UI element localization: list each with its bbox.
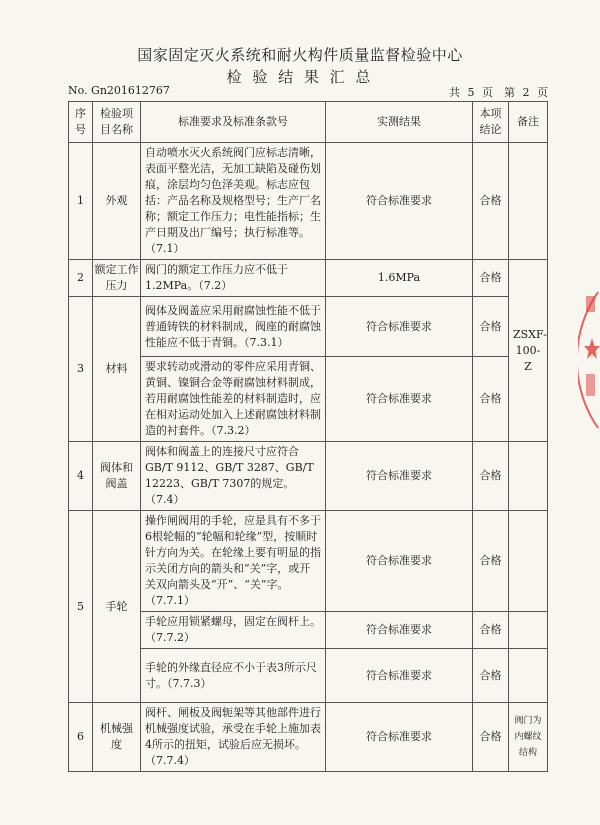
cell-result: 符合标准要求 [326,357,473,442]
cell-conclusion: 合格 [473,703,509,772]
doc-title: 检 验 结 果 汇 总 [226,68,374,86]
cell-result: 符合标准要求 [326,612,473,649]
table-row [69,612,548,649]
results-table [68,101,548,772]
cell-seq: 1 [69,143,93,260]
cell-remark [509,511,548,612]
cell-remark [509,143,548,260]
cell-remark [509,442,548,511]
cell-conclusion: 合格 [473,260,509,297]
table-header-row [69,102,548,143]
cell-result: 符合标准要求 [326,703,473,772]
header-remark: 备注 [509,102,548,143]
cell-remark: 阀门为内螺纹结构 [509,703,548,772]
cell-standard: 阀杆、闸板及阀轭架等其他部件进行机械强度试验，承受在手轮上施加表4所示的扭矩，试验后应无损坏。（7.7.4） [141,703,326,772]
table-row [69,297,548,357]
cell-standard: 阀门的额定工作压力应不低于1.2MPa。（7.2） [141,260,326,297]
cell-standard: 阀体和阀盖上的连接尺寸应符合GB/T 9112、GB/T 3287、GB/T 12223、GB/T 7307的规定。（7.4） [141,442,326,511]
cell-conclusion: 合格 [473,612,509,649]
table-row [69,649,548,703]
cell-remark [509,612,548,649]
stamp-star [584,338,600,359]
cell-seq: 2 [69,260,93,297]
cell-conclusion: 合格 [473,649,509,703]
header-result: 实测结果 [326,102,473,143]
cell-result: 符合标准要求 [326,511,473,612]
cell-item: 外观 [93,143,141,260]
cell-conclusion: 合格 [473,143,509,260]
cell-standard: 操作闸阀用的手轮，应是具有不多于6根轮幅的“轮幅和轮缘”型，按顺时针方向为关。在轮缘上要有明显的指示关闭方向的箭头和“关”字，或开关双向箭头及“开”、“关”字。（7.7.1） [141,511,326,612]
cell-conclusion: 合格 [473,357,509,442]
table-row [69,703,548,772]
cell-standard: 手轮应用锁紧螺母，固定在阀杆上。（7.7.2） [141,612,326,649]
cell-seq: 6 [69,703,93,772]
header-seq: 序号 [69,102,93,143]
cell-result: 符合标准要求 [326,442,473,511]
cell-seq: 3 [69,297,93,442]
cell-remark [509,649,548,703]
cell-standard: 自动喷水灭火系统阀门应标志清晰，表面平整光洁，无加工缺陷及碰伤划痕，涂层均匀色泽美观。标志应包括：产品名称及规格型号；生产厂名称；额定工作压力；电性能指标；生产日期及出厂编号；执行标准等。（7.1） [141,143,326,260]
cell-result: 符合标准要求 [326,143,473,260]
cell-item: 阀体和阀盖 [93,442,141,511]
table-row [69,442,548,511]
cell-result: 符合标准要求 [326,297,473,357]
stamp-char-bottom [586,374,595,396]
page-info: 共 5 页 第 2 页 [449,86,548,99]
table-row [69,357,548,442]
cell-standard: 要求转动或滑动的零件应采用青铜、黄铜、镍铜合金等耐腐蚀材料制成，若用耐腐蚀性能差的材料制造时，应在相对运动处加入上述耐腐蚀材料制造的衬套件。（7.3.2） [141,357,326,442]
stamp-ring-arc [578,292,598,428]
header-item: 检验项目名称 [93,102,141,143]
cell-item: 材料 [93,297,141,442]
cell-item: 机械强度 [93,703,141,772]
cell-seq: 5 [69,511,93,703]
cell-standard: 手轮的外缘直径应不小于表3所示尺寸。（7.7.3） [141,649,326,703]
cell-seq: 4 [69,442,93,511]
cell-conclusion: 合格 [473,297,509,357]
cell-result: 符合标准要求 [326,649,473,703]
cell-item: 额定工作压力 [93,260,141,297]
header-standard: 标准要求及标准条款号 [141,102,326,143]
org-title: 国家固定灭火系统和耐火构件质量监督检验中心 [137,46,463,64]
cell-result: 1.6MPa [326,260,473,297]
red-seal-stamp-fragment [578,290,600,430]
table-row [69,511,548,612]
header-conclusion: 本项结论 [473,102,509,143]
stamp-char-top [586,296,595,312]
cell-standard: 阀体及阀盖应采用耐腐蚀性能不低于普通铸铁的材料制成，阀座的耐腐蚀性能应不低于青铜。（7.3.1） [141,297,326,357]
report-number: No. Gn201612767 [68,84,170,97]
table-row [69,260,548,297]
cell-conclusion: 合格 [473,511,509,612]
cell-remark-merged: ZSXF-100-Z [509,260,548,442]
cell-conclusion: 合格 [473,442,509,511]
cell-item: 手轮 [93,511,141,703]
table-row [69,143,548,260]
